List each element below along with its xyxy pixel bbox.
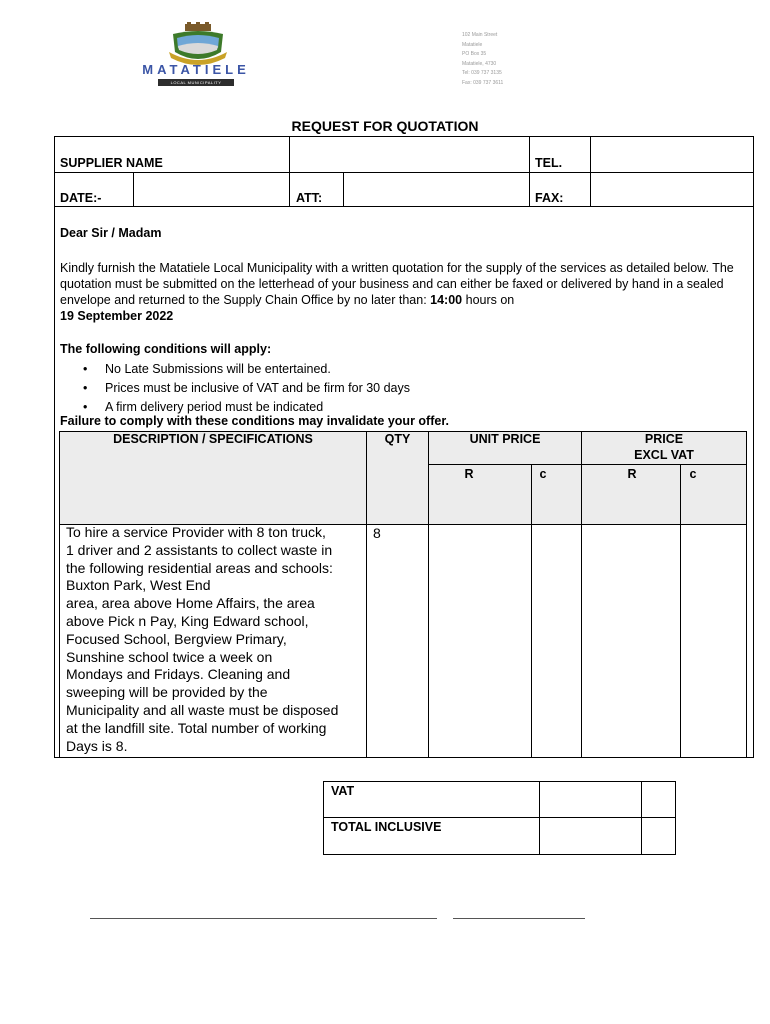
table-border <box>675 781 676 854</box>
hours-on-text: hours on <box>462 293 515 307</box>
description-header: DESCRIPTION / SPECIFICATIONS <box>113 432 313 446</box>
service-description <box>66 524 366 755</box>
description-line: the following residential areas and schools: <box>66 559 333 576</box>
unit-rand-header: R <box>464 467 474 481</box>
deadline-date: 19 September 2022 <box>60 309 174 323</box>
table-border <box>641 781 642 854</box>
table-border <box>343 172 344 206</box>
table-border <box>753 136 754 758</box>
intro-paragraph <box>60 260 750 324</box>
table-border <box>133 172 134 206</box>
description-line: Buxton Park, West End <box>66 577 211 594</box>
address-line: Matatiele, 4730 <box>462 60 497 67</box>
description-line: 1 driver and 2 assistants to collect waste in <box>66 541 333 558</box>
failure-note: Failure to comply with these conditions may invalidate your offer. <box>60 414 449 428</box>
address-line: Tel: 039 737 3135 <box>462 70 502 77</box>
table-border <box>366 431 367 757</box>
price-excl-vat-header: EXCL VAT <box>634 448 694 462</box>
conditions-list <box>80 361 410 418</box>
table-border <box>54 136 754 137</box>
fax-label: FAX: <box>535 191 564 205</box>
address-line: 102 Main Street <box>462 32 498 38</box>
table-border <box>746 431 747 757</box>
description-line: Focused School, Bergview Primary, <box>66 630 287 647</box>
table-border <box>531 464 532 757</box>
table-border <box>539 781 540 854</box>
conditions-heading: The following conditions will apply: <box>60 342 272 356</box>
table-border <box>54 206 754 207</box>
condition-item: • Prices must be inclusive of VAT and be firm for 30 days <box>80 380 410 399</box>
description-line: at the landfill site. Total number of working <box>66 719 327 736</box>
vat-label: VAT <box>331 784 355 798</box>
description-line: area, area above Home Affairs, the area <box>66 595 315 612</box>
deadline-time: 14:00 <box>430 293 463 307</box>
tel-label: TEL. <box>535 156 563 170</box>
address-line: Matatiele <box>462 41 483 48</box>
salutation: Dear Sir / Madam <box>60 226 162 240</box>
address-line: Fax: 039 737 3611 <box>462 79 504 86</box>
condition-item: • No Late Submissions will be entertained. <box>80 361 410 380</box>
table-border <box>289 136 290 206</box>
table-border <box>323 854 676 855</box>
org-subtitle: LOCAL MUNICIPALITY <box>158 79 234 86</box>
total-inclusive-label: TOTAL INCLUSIVE <box>331 820 442 834</box>
signature-line <box>90 918 437 919</box>
table-border <box>54 172 754 173</box>
table-border <box>59 431 60 757</box>
att-label: ATT: <box>296 191 323 205</box>
description-line: To hire a service Provider with 8 ton truck, <box>66 524 326 540</box>
intro-text: Kindly furnish the Matatiele Local Municipality with a written quotation for the supply of the services as detailed below. The quotation must be submitted on the letterhead of your business and can either be faxed or delivered by hand in a sealed envelope and returned to the Supply Chain Office by no later than: <box>60 261 734 307</box>
table-border <box>323 781 324 854</box>
description-line: Sunshine school twice a week on <box>66 648 273 665</box>
org-name: MATATIELE <box>142 62 250 77</box>
description-line: Days is 8. <box>66 737 128 754</box>
price-rand-header: R <box>627 467 637 481</box>
table-border <box>529 136 530 206</box>
address-line: PO Box 35 <box>462 51 487 58</box>
price-cents-header: c <box>689 467 697 481</box>
table-border <box>680 464 681 757</box>
table-border <box>323 781 676 782</box>
table-border <box>429 464 747 465</box>
unit-cents-header: c <box>539 467 547 481</box>
table-border <box>590 136 591 206</box>
table-border <box>54 757 754 758</box>
description-line: Mondays and Fridays. Cleaning and <box>66 666 291 683</box>
document-title: REQUEST FOR QUOTATION <box>291 118 479 134</box>
description-line: above Pick n Pay, King Edward school, <box>66 612 309 629</box>
qty-header: QTY <box>384 432 411 446</box>
unit-price-header: UNIT PRICE <box>469 432 541 446</box>
price-header: PRICE <box>644 432 684 446</box>
date-signature-line <box>453 918 585 919</box>
qty-value: 8 <box>373 525 381 541</box>
description-line: sweeping will be provided by the <box>66 684 268 701</box>
table-border <box>323 817 676 818</box>
org-address <box>462 31 503 89</box>
date-label: DATE:- <box>60 191 102 205</box>
condition-item: • A firm delivery period must be indicated <box>80 399 410 418</box>
table-border <box>54 136 55 758</box>
description-line: Municipality and all waste must be disposed <box>66 701 339 718</box>
supplier-name-label: SUPPLIER NAME <box>60 156 163 170</box>
